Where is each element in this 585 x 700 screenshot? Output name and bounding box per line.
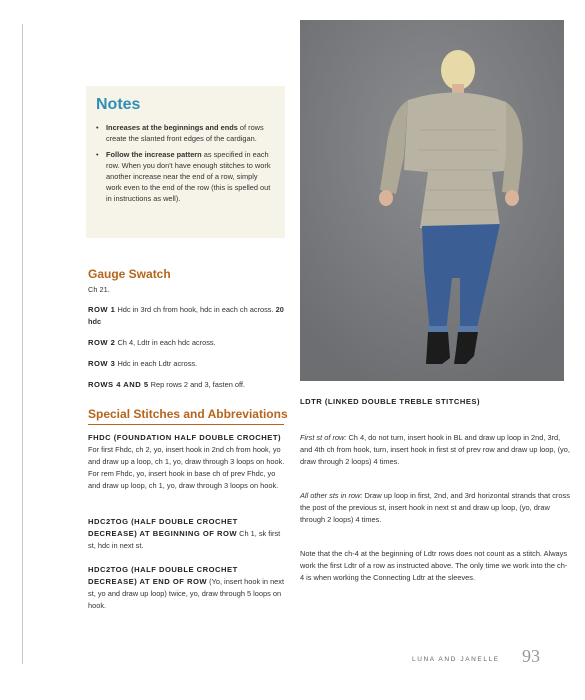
ldtr-first-stitch: First st of row: Ch 4, do not turn, insert hook in BL and draw up loop in 2nd, 3rd, and 4th ch from hook, turn, insert hook in first st of prev row and draw up loop, (yo, draw through 2 loops) 4 times.	[300, 433, 570, 466]
gauge-swatch-title: Gauge Swatch	[88, 267, 171, 281]
notes-item: • Follow the increase pattern as specified in each row. When you don't have enough stitches to work another increase near the end of a row, simply work even to the end of the row (this is spelled out in instructions as well).	[96, 149, 275, 204]
running-footer-title: LUNA AND JANELLE	[412, 656, 500, 663]
photo-illustration	[300, 20, 564, 381]
hdc2tog-end-definition: HDC2TOG (HALF DOUBLE CROCHET DECREASE) AT END OF ROW (Yo, insert hook in next st, yo and draw up loop) twice, yo, draw through 5 loops on hook.	[88, 565, 285, 610]
ldtr-other-stitches: All other sts in row: Draw up loop in first, 2nd, and 3rd horizontal strands that cross the post of the previous st, insert hook in next st and draw up loop, (yo, draw through 2 loops) 4 times.	[300, 491, 570, 524]
notes-list	[96, 122, 275, 204]
page-number: 93	[522, 646, 540, 666]
margin-rule	[22, 24, 23, 664]
ldtr-heading: LDTR (LINKED DOUBLE TREBLE STITCHES)	[300, 397, 480, 406]
fhdc-definition: FHDC (FOUNDATION HALF DOUBLE CROCHET) For first Fhdc, ch 2, yo, insert hook in 2nd ch from hook, yo and draw up a loop, ch 1, yo, draw through 3 loops on hook. For rem Fhdc, yo, insert hook in base ch of prev Fhdc, yo and draw up loop, ch 1, yo, draw through 3 loops on hook.	[88, 433, 285, 490]
section-divider	[88, 424, 284, 425]
ldtr-note: Note that the ch-4 at the beginning of Ldtr rows does not count as a stitch. Always work the first Ldtr of a row as instructed above. The only time we work into the ch-4 is when working the Connecting Ldtr at the sleeves.	[300, 549, 568, 582]
notes-title: Notes	[96, 96, 141, 113]
gauge-row-1: ROW 1 Hdc in 3rd ch from hook, hdc in each ch across. 20 hdc	[88, 305, 284, 326]
model-wearing-cardigan-photo	[300, 20, 564, 381]
hdc2tog-beginning-definition: HDC2TOG (HALF DOUBLE CROCHET DECREASE) AT BEGINNING OF ROW Ch 1, sk first st, hdc in next st.	[88, 517, 281, 550]
boot-shape	[426, 332, 450, 364]
notes-box	[86, 86, 285, 238]
special-stitches-title: Special Stitches and Abbreviations	[88, 407, 288, 421]
gauge-row-2: ROW 2 Ch 4, Ldtr in each hdc across.	[88, 338, 216, 347]
notes-item: • Increases at the beginnings and ends of rows create the slanted front edges of the cardigan.	[96, 122, 275, 144]
gauge-row-3: ROW 3 Hdc in each Ldtr across.	[88, 359, 198, 368]
gauge-chain: Ch 21.	[88, 285, 110, 294]
gauge-rows-4-5: ROWS 4 AND 5 Rep rows 2 and 3, fasten off.	[88, 380, 245, 389]
